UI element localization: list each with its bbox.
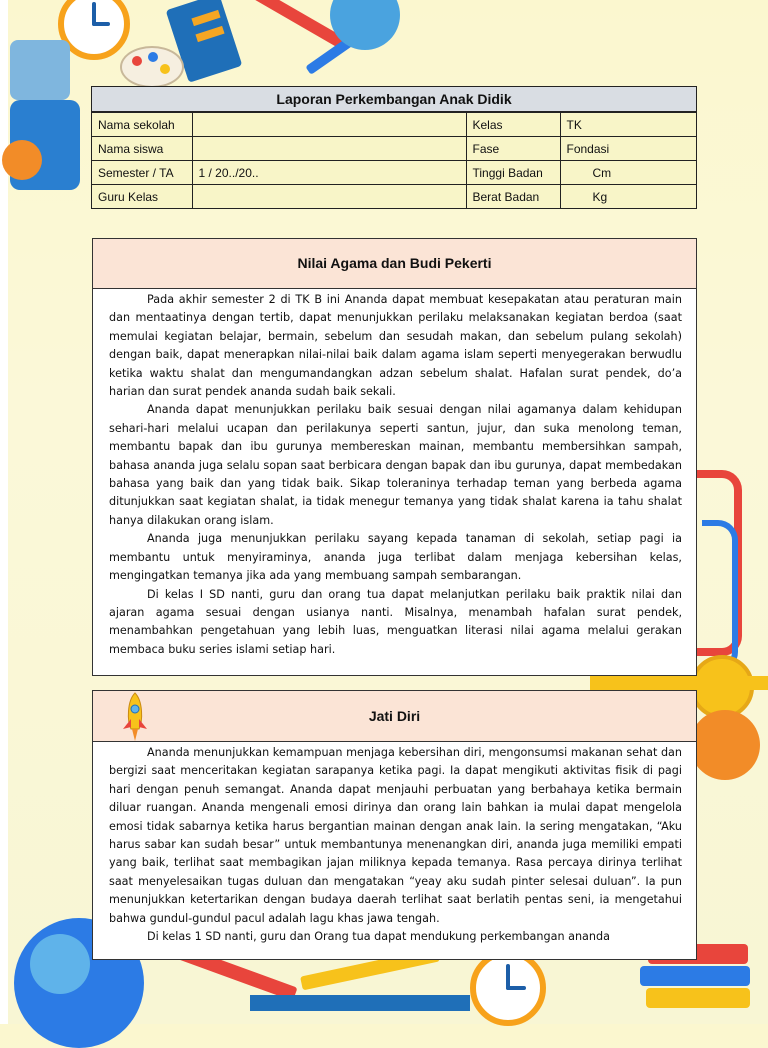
table-row xyxy=(92,137,696,161)
label-cell: Berat Badan xyxy=(466,185,560,209)
rocket-icon xyxy=(119,691,151,743)
value-cell xyxy=(192,137,466,161)
book-icon xyxy=(646,988,750,1008)
trophy-icon xyxy=(702,520,738,672)
stripe-icon xyxy=(590,676,768,690)
paragraph: Ananda dapat menunjukkan perilaku baik sesuai dengan nilai agamanya dalam kehidupan sehari-hari melalui ucapan dan perilakunya seperti santun, jujur, dan suka menolong teman, membantu bapak dan ibu gurunya membereskan mainan, membantu membersihkan sampah, bahasa ananda juga selalu sopan saat berbicara dengan bapak dan ibu gurunya, dapat membedakan bahasa yang baik dan yang tidak baik. Sikap toleraninya terhadap teman yang berbeda agama ditunjukkan saat kegiatan shalat, ia tidak menegur temanya yang tidak shalat karena ia tahu shalat hanya dilakukan orang islam. xyxy=(109,403,682,527)
label-cell: Guru Kelas xyxy=(92,185,192,209)
report-header xyxy=(91,86,697,209)
value-cell: 1 / 20../20.. xyxy=(192,161,466,185)
label-cell: Nama siswa xyxy=(92,137,192,161)
clock-icon xyxy=(470,950,546,1026)
table-row xyxy=(92,161,696,185)
paragraph: Di kelas 1 SD nanti, guru dan Orang tua dapat mendukung perkembangan ananda xyxy=(147,930,610,944)
student-info-table xyxy=(92,112,696,208)
report-title: Laporan Perkembangan Anak Didik xyxy=(92,87,696,112)
value-cell: Kg xyxy=(560,185,696,209)
paint-dot-icon xyxy=(132,56,142,66)
paragraph: Ananda juga menunjukkan perilaku sayang kepada tanaman di sekolah, setiap pagi ia membantu untuk menyiraminya, ananda juga terlibat dalam menjaga kebersihan kelas, mengingatkan temanya jika ada yang membuang sampah sembarangan. xyxy=(109,532,682,583)
flask-icon xyxy=(10,40,70,100)
paint-dot-icon xyxy=(160,64,170,74)
paint-dot-icon xyxy=(148,52,158,62)
section-title-text: Jati Diri xyxy=(368,708,421,724)
basketball-icon xyxy=(690,710,760,780)
basketball-icon xyxy=(2,140,42,180)
label-cell: Semester / TA xyxy=(92,161,192,185)
paragraph: Ananda menunjukkan kemampuan menjaga kebersihan diri, mengonsumsi makanan sehat dan bergizi saat menceritakan kegiatan sarapanya ketika pagi. Ia dapat mengikuti aktivitas fisik di pagi hari dengan penuh semangat. Ananda dapat menjauhi perbuatan yang berbahaya ketika bermain diluar ruangan. Ananda mengenali emosi dirinya dan orang lain bahkan ia mulai dapat mengelola emosi tidak sabarnya ketika harus bergantian mainan dengan anak lain. Ia sering mengatakan, “Aku harus sabar kan sudah besar” untuk membantunya menenangkan diri, ananda juga memiliki empati yang baik, terlihat saat membagikan jajan miliknya kepada temanya. Rasa percaya dirinya terlihat saat menyelesaikan tugas duluan dan mengatakan “yeay aku sudah pinter selesai duluan”. Ia pun menunjukkan ketertarikan dengan budaya daerah terlihat saat berlatih pentas seni, ia mengetahui bahwa gundul-gundul pacul adalah lagu khas jawa tengah. xyxy=(109,746,682,925)
book-icon xyxy=(640,966,750,986)
globe-icon xyxy=(30,934,90,994)
paragraph: Pada akhir semester 2 di TK B ini Ananda dapat membuat kesepakatan atau peraturan main dan mentaatinya dengan tertib, dapat menunjukkan perilaku melaksanakan kegiatan berdoa (saat memulai kegiatan belajar, bermain, sebelum dan sesudah makan, dan sebelum pulang sekolah) dengan baik, dapat menerapkan nilai-nilai baik dalam agama islam seperti menyegerakan berwudlu ketika waktu shalat dan mengumandangkan adzan sebelum shalat. Hafalan surat pendek, do’a harian dan surat pendek ananda sudah baik sekali. xyxy=(109,293,682,399)
value-cell: Cm xyxy=(560,161,696,185)
label-cell: Tinggi Badan xyxy=(466,161,560,185)
section-nilai-agama xyxy=(92,238,697,676)
label-cell: Nama sekolah xyxy=(92,113,192,137)
paragraph: Di kelas I SD nanti, guru dan orang tua dapat melanjutkan perilaku baik praktik nilai dan ajaran agama sesuai dengan usianya nanti. Misalnya, menambah hafalan surat pendek, menambahkan pengetahuan yang lebih luas, menguatkan literasi nilai agama melalui gerakan membaca buku series islami setiap hari. xyxy=(109,587,682,656)
label-cell: Kelas xyxy=(466,113,560,137)
section-jati-diri xyxy=(92,690,697,960)
value-cell xyxy=(192,185,466,209)
value-cell: TK xyxy=(560,113,696,137)
table-row xyxy=(92,113,696,137)
value-cell: Fondasi xyxy=(560,137,696,161)
section-body xyxy=(93,289,696,659)
value-cell xyxy=(192,113,466,137)
ruler-icon xyxy=(250,995,470,1011)
section-body xyxy=(93,742,696,946)
section-title xyxy=(93,691,696,742)
table-row xyxy=(92,185,696,209)
section-title: Nilai Agama dan Budi Pekerti xyxy=(93,239,696,289)
label-cell: Fase xyxy=(466,137,560,161)
